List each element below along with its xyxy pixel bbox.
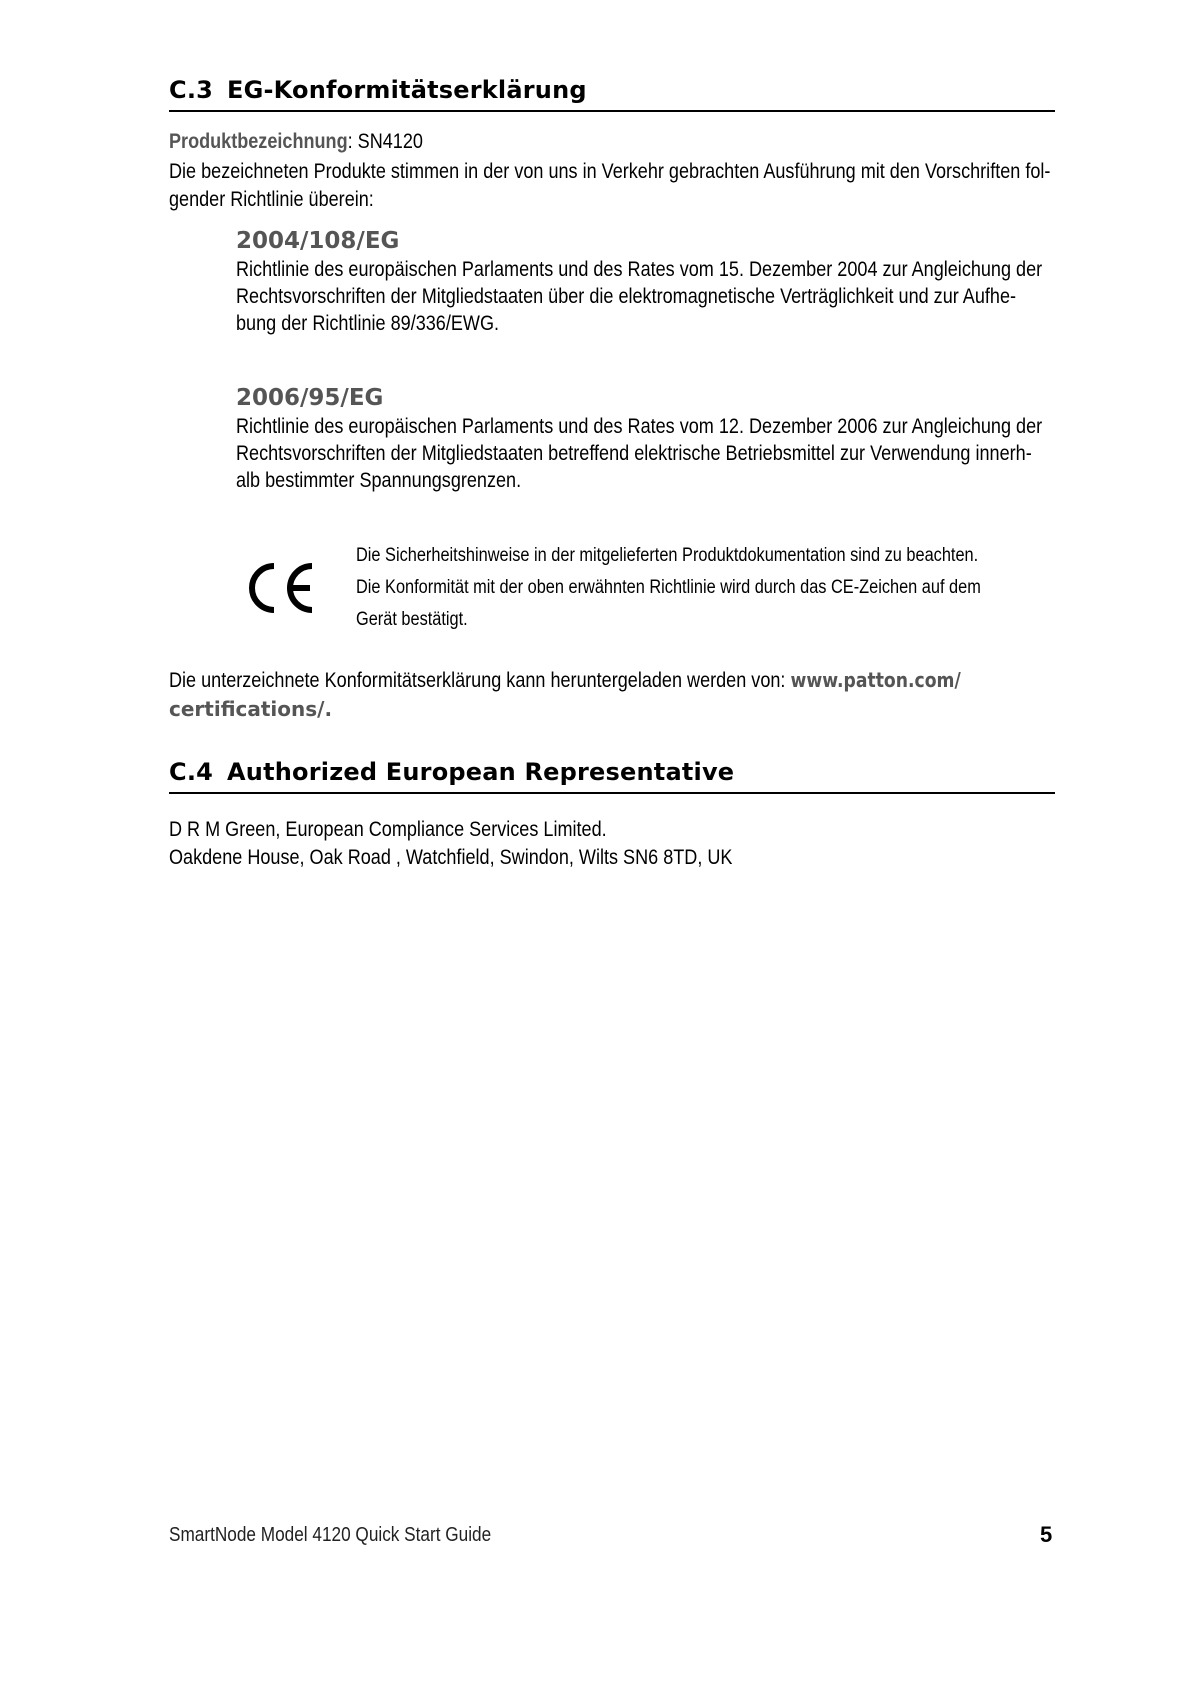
- ce-line: Gerät bestätigt.: [356, 609, 468, 630]
- footer-title: [169, 1524, 544, 1547]
- directive-line: Rechtsvorschriften der Mitgliedstaaten über die elektromagnetische Verträglichkeit und zur Aufhe-: [236, 285, 1017, 308]
- section-heading-c4: [169, 758, 1055, 794]
- ce-line: Die Konformität mit der oben erwähnten Richtlinie wird durch das CE-Zeichen auf dem: [356, 577, 981, 598]
- footer-title-text: SmartNode Model 4120 Quick Start Guide: [169, 1524, 492, 1546]
- download-text: Die unterzeichnete Konformitätserklärung kann heruntergeladen werden von:: [169, 669, 791, 692]
- ce-line: Die Sicherheitshinweise in der mitgelieferten Produktdokumentation sind zu beachten.: [356, 545, 979, 566]
- ce-block: [236, 540, 1056, 640]
- directive-line: Richtlinie des europäischen Parlaments und des Rates vom 15. Dezember 2004 zur Angleichung der: [236, 258, 1043, 281]
- directive-block: [236, 226, 1056, 337]
- intro-line: gender Richtlinie überein:: [169, 188, 374, 211]
- address-line: Oakdene House, Oak Road , Watchfield, Swindon, Wilts SN6 8TD, UK: [169, 846, 733, 869]
- product-value: : SN4120: [347, 130, 423, 153]
- ce-mark-icon: [246, 560, 318, 616]
- directive-line: bung der Richtlinie 89/336/EWG.: [236, 312, 500, 335]
- certifications-link-continued[interactable]: certifications/.: [169, 697, 333, 721]
- page-number: 5: [1040, 1522, 1053, 1547]
- product-label: Produktbezeichnung: [169, 130, 348, 153]
- section-title: Authorized European Representative: [227, 758, 735, 786]
- section-title: EG-Konformitätserklärung: [227, 76, 587, 104]
- ce-text: [356, 540, 1083, 636]
- intro-paragraph: [169, 158, 1059, 214]
- directive-line: Richtlinie des europäischen Parlaments und des Rates vom 12. Dezember 2006 zur Angleichung der: [236, 415, 1043, 438]
- section-number: C.4: [169, 758, 214, 786]
- directive-line: alb bestimmter Spannungsgrenzen.: [236, 469, 522, 492]
- directive-code: 2006/95/EG: [236, 385, 384, 411]
- certifications-link[interactable]: www.patton.com/: [790, 668, 961, 692]
- address-line: D R M Green, European Compliance Services Limited.: [169, 818, 607, 841]
- intro-line: Die bezeichneten Produkte stimmen in der von uns in Verkehr gebrachten Ausführung mit den Vorschriften fol-: [169, 160, 1051, 183]
- section-heading-c3: [169, 76, 1055, 112]
- representative-address: [169, 816, 1059, 872]
- section-number: C.3: [169, 76, 214, 104]
- directive-line: Rechtsvorschriften der Mitgliedstaaten betreffend elektrische Betriebsmittel zur Verwendung innerh-: [236, 442, 1032, 465]
- directive-code: 2004/108/EG: [236, 228, 400, 254]
- product-line: [169, 128, 1059, 156]
- directive-block: [236, 383, 1056, 494]
- download-paragraph: [169, 666, 1059, 724]
